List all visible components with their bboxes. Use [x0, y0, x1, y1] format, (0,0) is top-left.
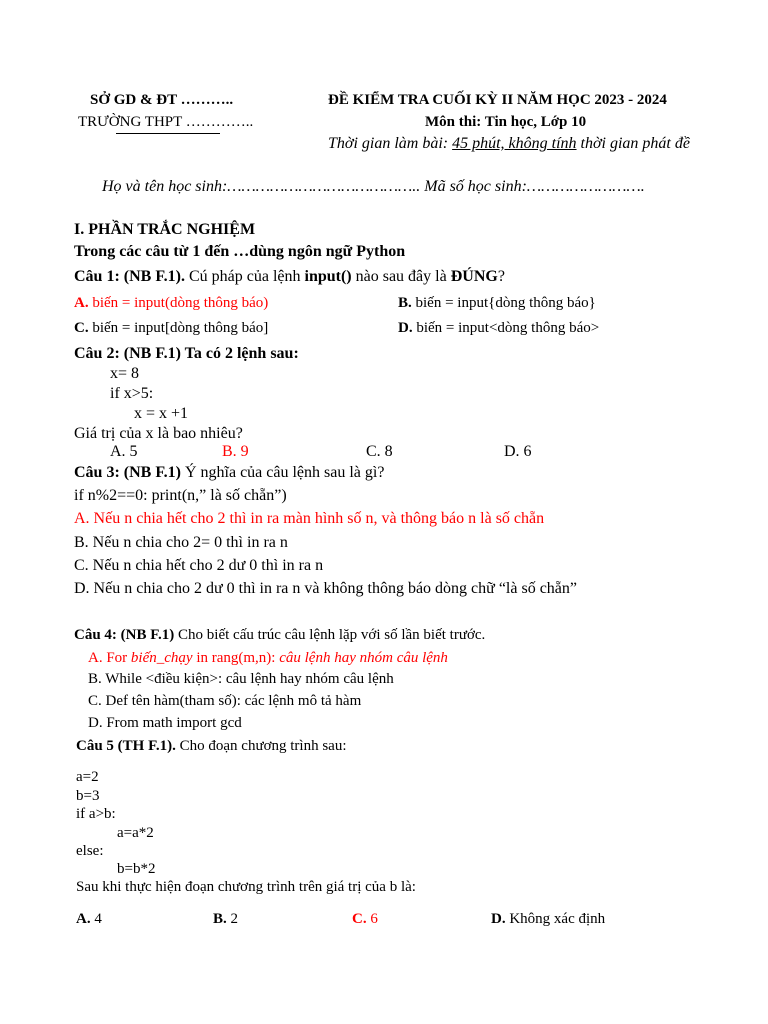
- exam-time: Thời gian làm bài: 45 phút, không tính thời gian phát đề: [328, 135, 690, 152]
- section-instruction: Trong các câu từ 1 đến …dùng ngôn ngữ Python: [74, 243, 406, 260]
- section-title: I. PHẦN TRẮC NGHIỆM: [74, 221, 256, 238]
- q3-option-b[interactable]: B. Nếu n chia cho 2= 0 thì in ra n: [74, 534, 288, 551]
- exam-title: ĐỀ KIỂM TRA CUỐI KỲ II NĂM HỌC 2023 - 2024: [328, 92, 667, 108]
- q2-option-d[interactable]: D. 6: [504, 443, 532, 460]
- q4-option-b[interactable]: B. While <điều kiện>: câu lệnh hay nhóm câu lệnh: [88, 671, 394, 687]
- q3-option-c[interactable]: C. Nếu n chia hết cho 2 dư 0 thì in ra n: [74, 557, 324, 574]
- q5-option-d[interactable]: D. Không xác định: [491, 911, 606, 927]
- q4-option-a[interactable]: A. For biến_chạy in rang(m,n): câu lệnh hay nhóm câu lệnh: [88, 650, 448, 666]
- q5-question: Sau khi thực hiện đoạn chương trình trên giá trị của b là:: [76, 879, 416, 895]
- q2-code-line: x = x +1: [134, 405, 189, 422]
- q2-question: Giá trị của x là bao nhiêu?: [74, 425, 243, 442]
- q1-option-b[interactable]: B. biến = input{dòng thông báo}: [398, 295, 596, 311]
- q5-code-line: else:: [76, 843, 104, 859]
- q3-option-a[interactable]: A. Nếu n chia hết cho 2 thì in ra màn hình số n, và thông báo n là số chẵn: [74, 510, 545, 527]
- q5-option-a[interactable]: A. 4: [76, 911, 102, 927]
- q2-code-line: if x>5:: [110, 385, 154, 402]
- q5-code-line: b=3: [76, 788, 100, 804]
- q2-code-line: x= 8: [110, 365, 140, 382]
- q5-code-line: a=2: [76, 769, 99, 785]
- question-5: Câu 5 (TH F.1). Cho đoạn chương trình sau:: [76, 738, 347, 754]
- q1-option-d[interactable]: D. biến = input<dòng thông báo>: [398, 320, 600, 336]
- q3-code: if n%2==0: print(n,” là số chẵn”): [74, 487, 287, 504]
- header-school: TRƯỜNG THPT …………..: [78, 114, 254, 130]
- q1-option-a[interactable]: A. biến = input(dòng thông báo): [74, 295, 269, 311]
- question-3: Câu 3: (NB F.1) Ý nghĩa của câu lệnh sau là gì?: [74, 464, 385, 481]
- q5-option-b[interactable]: B. 2: [213, 911, 239, 927]
- q5-code-line: b=b*2: [117, 861, 156, 877]
- q5-option-c[interactable]: C. 6: [352, 911, 378, 927]
- exam-subject: Môn thi: Tin học, Lớp 10: [425, 114, 587, 130]
- student-info-line: Họ và tên học sinh:………………………………….. Mã số học sinh:…………………….: [102, 178, 645, 195]
- q5-code-line: if a>b:: [76, 806, 116, 822]
- q2-option-b[interactable]: B. 9: [222, 443, 249, 460]
- header-department: SỞ GD & ĐT ………..: [90, 92, 234, 108]
- q2-option-c[interactable]: C. 8: [366, 443, 393, 460]
- q5-code-line: a=a*2: [117, 825, 154, 841]
- q4-option-d[interactable]: D. From math import gcd: [88, 715, 242, 731]
- q4-option-c[interactable]: C. Def tên hàm(tham số): các lệnh mô tả hàm: [88, 693, 362, 709]
- q3-option-d[interactable]: D. Nếu n chia cho 2 dư 0 thì in ra n và không thông báo dòng chữ “là số chẵn”: [74, 580, 577, 597]
- q1-option-c[interactable]: C. biến = input[dòng thông báo]: [74, 320, 269, 336]
- question-1: Câu 1: (NB F.1). Cú pháp của lệnh input() nào sau đây là ĐÚNG?: [74, 268, 505, 285]
- question-4: Câu 4: (NB F.1) Cho biết cấu trúc câu lệnh lặp với số lần biết trước.: [74, 627, 486, 643]
- header-school-underline: [116, 133, 220, 134]
- question-2: Câu 2: (NB F.1) Ta có 2 lệnh sau:: [74, 345, 299, 362]
- q2-option-a[interactable]: A. 5: [110, 443, 138, 460]
